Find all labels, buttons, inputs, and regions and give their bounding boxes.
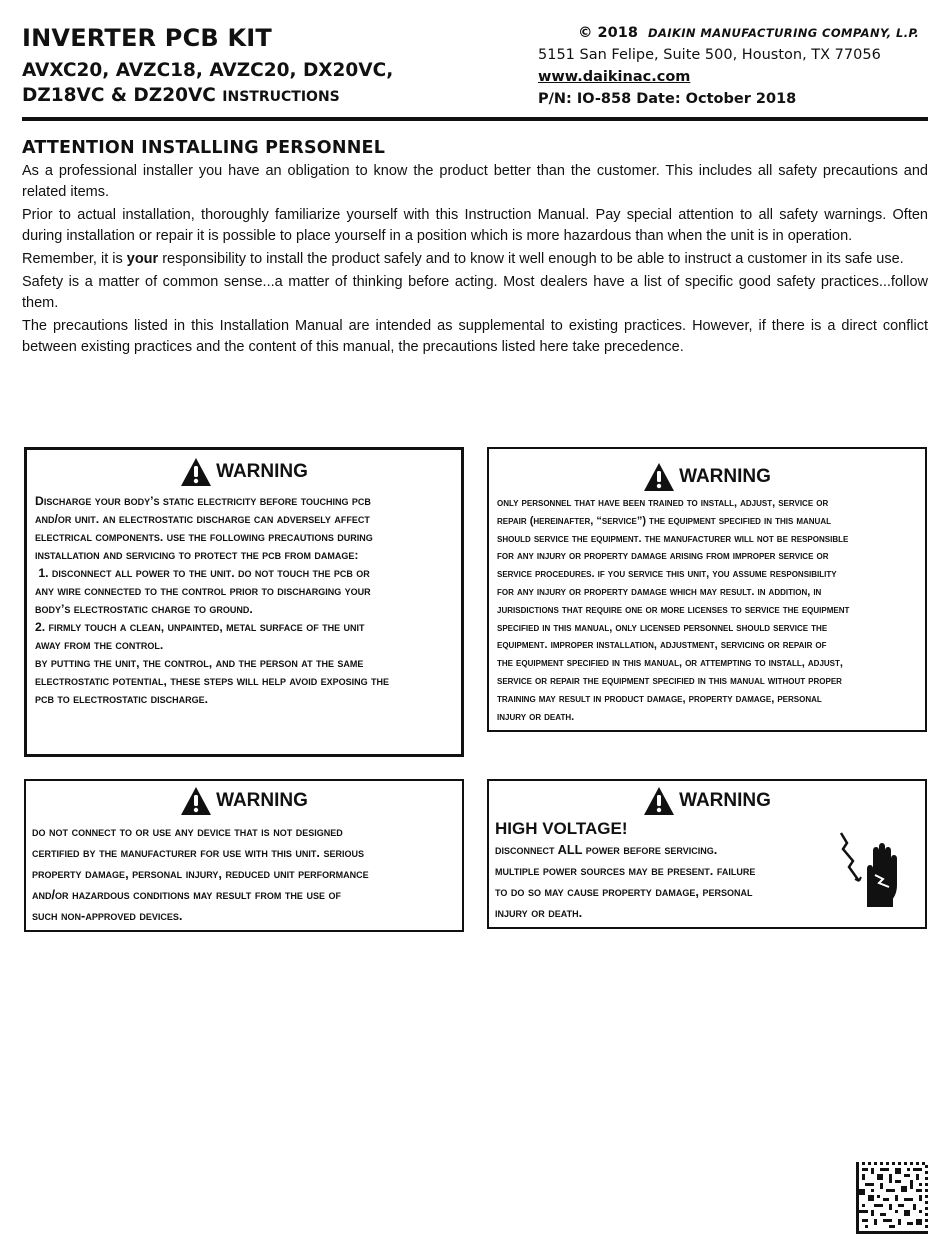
warning-line: jurisdictions that require one or more licenses to service the equipment — [497, 603, 850, 616]
model-list-line-1: AVXC20, AVZC18, AVZC20, DX20VC, — [22, 60, 394, 81]
high-voltage-headline: HIGH VOLTAGE! — [495, 819, 628, 838]
warning-line: by putting the unit, the control, and the person at the same — [35, 656, 364, 670]
warning-triangle-icon — [180, 457, 212, 487]
document-title: INVERTER PCB KIT — [22, 24, 272, 52]
warning-line: repair (hereinafter, “service”) the equipment specified in this manual — [497, 514, 832, 527]
attention-paragraph-1: As a professional installer you have an obligation to know the product better than the customer. This includes all safety precautions and related items. — [22, 163, 928, 200]
warning-line: injury or death. — [495, 905, 583, 920]
qr-code-icon — [856, 1162, 928, 1234]
company-block — [538, 22, 928, 110]
warning-triangle-icon — [180, 786, 212, 816]
attention-section — [22, 138, 928, 360]
warning-line: away from the control. — [35, 638, 164, 652]
instructions-label: INSTRUCTIONS — [222, 89, 340, 105]
warning-line: injury or death. — [497, 710, 575, 723]
warning-line: electrical components. use the following precautions during — [35, 530, 373, 544]
document-header — [22, 22, 928, 122]
attention-paragraph-2: Prior to actual installation, thoroughly familiarize yourself with this Instruction Manual. Pay special attention to all safety warnings. Often during installation or repair it is possible to place yourself in a position which is more hazardous than when the unit is in operation. — [22, 207, 928, 244]
warning-line: 1. disconnect all power to the unit. do not touch the pcb or — [35, 566, 370, 580]
warning-line: certified by the manufacturer for use with this unit. serious — [32, 845, 365, 860]
warning-title: WARNING — [679, 466, 771, 487]
warning-line: only personnel that have been trained to install, adjust, service or — [497, 497, 829, 509]
warning-box-static — [24, 447, 464, 757]
warning-line: service or repair the equipment specified in this manual without proper — [497, 674, 842, 687]
warning-header — [489, 461, 925, 493]
warning-header — [27, 456, 461, 488]
attention-heading: ATTENTION INSTALLING PERSONNEL — [22, 138, 386, 158]
company-name: DAIKIN MANUFACTURING COMPANY, L.P. — [648, 26, 920, 40]
warning-line: and/or hazardous conditions may result from the use of — [32, 887, 341, 902]
warning-triangle-icon — [643, 462, 675, 492]
header-divider — [22, 117, 928, 121]
warning-text — [26, 817, 462, 926]
warning-line: property damage, personal injury, reduced unit performance — [32, 866, 369, 881]
attention-paragraph-3: Remember, it is your responsibility to install the product safely and to know it well enough to be able to instruct a customer in its safe use. — [22, 251, 904, 267]
warning-header — [26, 785, 462, 817]
warning-line: service procedures. if you service this unit, you assume responsibility — [497, 568, 837, 581]
warning-line: disconnect ALL power before servicing. — [495, 842, 718, 857]
warning-header — [489, 785, 925, 817]
warning-line: equipment. improper installation, adjustment, servicing or repair of — [497, 639, 827, 652]
warning-line: the equipment specified in this manual, or attempting to install, adjust, — [497, 657, 843, 670]
electric-shock-hand-icon — [837, 829, 901, 907]
warning-line: training may result in product damage, property damage, personal — [497, 692, 822, 705]
warning-line: to do so may cause property damage, personal — [495, 884, 753, 899]
warning-title: WARNING — [679, 790, 771, 811]
website-link[interactable]: www.daikinac.com — [538, 69, 691, 85]
warning-line: do not connect to or use any device that is not designed — [32, 824, 343, 839]
part-number-date: P/N: IO-858 Date: October 2018 — [538, 91, 797, 107]
warning-line: pcb to electrostatic discharge. — [35, 692, 209, 706]
warning-line: multiple power sources may be present. failure — [495, 863, 756, 878]
warning-line: installation and servicing to protect the pcb from damage: — [35, 548, 359, 562]
warning-text — [27, 488, 461, 708]
warning-line: electrostatic potential, these steps will help avoid exposing the — [35, 674, 389, 688]
warning-triangle-icon — [643, 786, 675, 816]
warning-box-devices — [24, 779, 464, 932]
warning-text — [489, 493, 925, 726]
company-address: 5151 San Felipe, Suite 500, Houston, TX 77056 — [538, 47, 881, 63]
warning-line: and/or unit. an electrostatic discharge can adversely affect — [35, 512, 370, 526]
warning-box-high-voltage — [487, 779, 927, 929]
warning-line: should service the equipment. the manufacturer will not be responsible — [497, 532, 849, 545]
warning-title: WARNING — [216, 461, 308, 482]
warning-box-personnel — [487, 447, 927, 732]
warning-line: for any injury or property damage arising from improper service or — [497, 550, 829, 563]
warning-line: such non-approved devices. — [32, 908, 183, 923]
warning-line: specified in this manual, only licensed personnel should service the — [497, 621, 828, 634]
warning-line: Discharge your body’s static electricity before touching pcb — [35, 494, 371, 508]
warning-line: 2. firmly touch a clean, unpainted, metal surface of the unit — [35, 620, 365, 634]
warning-title: WARNING — [216, 790, 308, 811]
copyright-line: © 2018 DAIKIN MANUFACTURING COMPANY, L.P. — [578, 25, 920, 41]
model-list-line-2: DZ18VC & DZ20VC INSTRUCTIONS — [22, 85, 340, 106]
attention-paragraph-4: Safety is a matter of common sense...a matter of thinking before acting. Most dealers have a list of specific good safety practices...follow them. — [22, 274, 928, 311]
attention-paragraph-5: The precautions listed in this Installation Manual are intended as supplemental to existing practices. However, if there is a direct conflict between existing practices and the content of this manual, the precautions listed here take precedence. — [22, 318, 928, 355]
warning-line: any wire connected to the control prior to discharging your — [35, 584, 371, 598]
warning-line: for any injury or property damage which may result. in addition, in — [497, 585, 822, 598]
warning-line: body’s electrostatic charge to ground. — [35, 602, 253, 616]
model-list — [22, 58, 393, 110]
